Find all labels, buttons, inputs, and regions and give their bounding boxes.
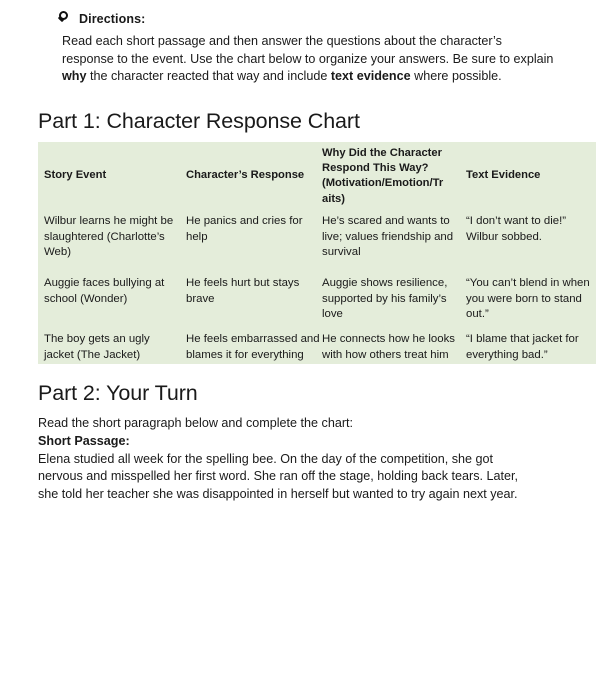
table-header-row [38, 142, 596, 206]
directions-body-suffix: where possible. [410, 69, 502, 84]
cell-why-respond: He’s scared and wants to live; values friendship and survival [322, 215, 454, 259]
column-header-story-event: Story Event [44, 169, 107, 181]
search-icon [56, 11, 73, 28]
directions-section [38, 8, 558, 86]
cell-story-event: Wilbur learns he might be slaughtered (Charlotte’s Web) [44, 215, 174, 259]
cell-characters-response: He feels embarrassed and blames it for everything [186, 333, 320, 361]
table-row [38, 324, 596, 380]
short-passage-text: Elena studied all week for the spelling bee. On the day of the competition, she got nervous and misspelled her first word. She ran off the stage, holding back tears. Later, she told her teacher she was disappointed in herself but wanted to try again next year. [38, 451, 519, 502]
cell-characters-response: He panics and cries for help [186, 215, 303, 243]
part2-heading: Part 2: Your Turn [38, 381, 198, 405]
column-header-why-respond: Why Did the Character Respond This Way? (Motivation/Emotion/Tr aits) [322, 147, 444, 205]
cell-story-event: The boy gets an ugly jacket (The Jacket) [44, 333, 150, 361]
column-header-text-evidence: Text Evidence [466, 169, 541, 181]
directions-label: Directions: [79, 12, 146, 26]
cell-story-event: Auggie faces bullying at school (Wonder) [44, 277, 165, 305]
cell-text-evidence: “You can’t blend in when you were born to stand out.” [466, 277, 590, 321]
short-passage-section [38, 415, 558, 504]
directions-emphasis-why: why [62, 69, 87, 84]
cell-why-respond: Auggie shows resilience, supported by his family’s love [322, 277, 448, 321]
directions-body [62, 33, 554, 86]
directions-body-prefix: Read each short passage and then answer the questions about the character’s response to the event. Use the chart below to organize your answers. Be sure to explain [62, 34, 554, 66]
character-response-chart [38, 142, 596, 364]
cell-why-respond: He connects how he looks with how others treat him [322, 333, 455, 361]
short-passage-label: Short Passage: [38, 433, 130, 448]
directions-header [56, 8, 558, 30]
passage-instruction: Read the short paragraph below and complete the chart: [38, 416, 354, 430]
table-row [38, 268, 596, 324]
directions-body-middle: the character reacted that way and include [86, 69, 331, 84]
cell-text-evidence: “I blame that jacket for everything bad.” [466, 333, 579, 361]
cell-text-evidence: “I don’t want to die!” Wilbur sobbed. [466, 215, 567, 243]
part1-heading: Part 1: Character Response Chart [38, 109, 360, 133]
column-header-characters-response: Character’s Response [186, 169, 305, 181]
cell-characters-response: He feels hurt but stays brave [186, 277, 300, 305]
table-row [38, 206, 596, 268]
directions-emphasis-text-evidence: text evidence [330, 69, 411, 84]
